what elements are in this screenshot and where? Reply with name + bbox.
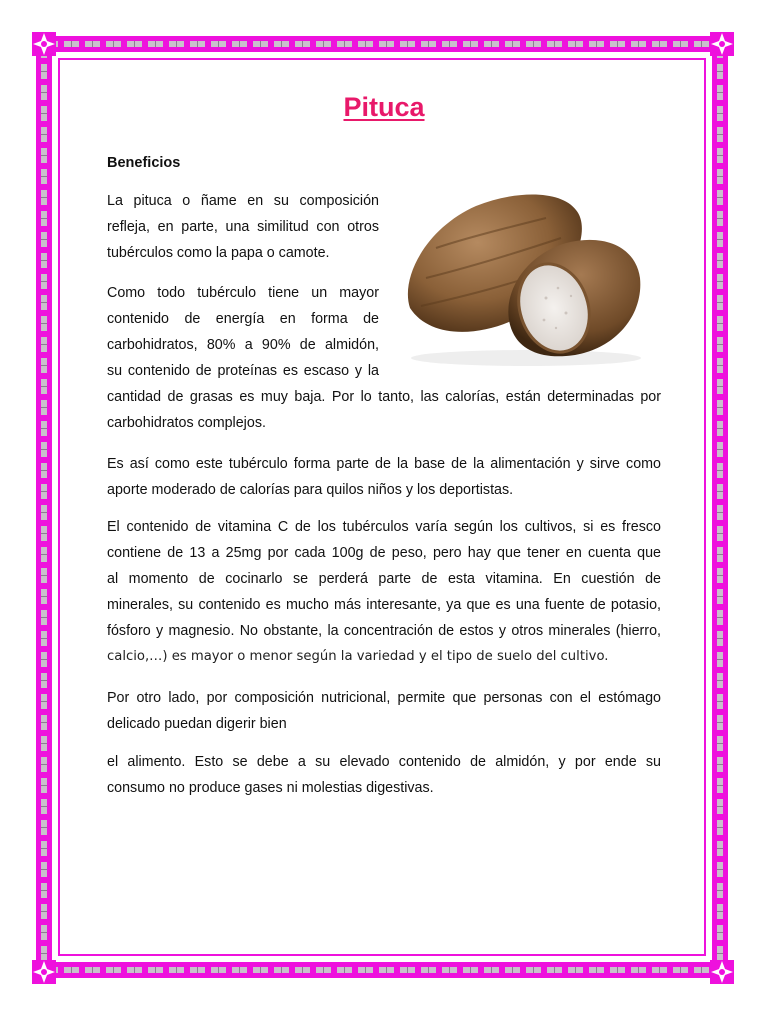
page-border-right: [712, 40, 728, 974]
text-line: delicado puedan digerir bien: [107, 716, 287, 732]
text-line: cantidad de grasas es muy baja. Por lo tanto, las calorías, están determinadas por: [107, 389, 661, 405]
text-line: refleja, en parte, una similitud con otros: [107, 219, 379, 235]
text-line: carbohidratos, 80% a 90% de almidón,: [107, 337, 379, 353]
section-heading: Beneficios: [107, 155, 181, 171]
text-line: el alimento. Esto se debe a su elevado contenido de almidón, y por ende su: [107, 754, 661, 770]
text-line: al momento de cocinarlo se perderá parte de esta vitamina. En cuestión de: [107, 571, 661, 587]
paragraph-3: [107, 451, 661, 503]
page-border-left: [36, 40, 52, 974]
star-burst-icon: [30, 958, 58, 986]
paragraph-4: [107, 514, 661, 670]
star-burst-icon: [708, 958, 736, 986]
text-line: carbohidratos complejos.: [107, 415, 266, 431]
text-line: contiene de 13 a 25mg por cada 100g de peso, pero hay que tener en cuenta que: [107, 545, 661, 561]
text-line: consumo no produce gases ni molestias digestivas.: [107, 780, 434, 796]
text-line: La pituca o ñame en su composición: [107, 193, 379, 209]
text-line: Como todo tubérculo tiene un mayor: [107, 285, 379, 301]
text-line: minerales, su contenido es mucho más interesante, ya que es una fuente de potasio,: [107, 597, 661, 613]
text-line: contenido de energía en forma de: [107, 311, 379, 327]
text-line: calcio,…) es mayor o menor según la variedad y el tipo de suelo del cultivo.: [107, 649, 609, 664]
star-burst-icon: [30, 30, 58, 58]
text-line: Es así como este tubérculo forma parte de la base de la alimentación y sirve como: [107, 456, 661, 472]
page-title: Pituca: [343, 92, 425, 122]
paragraph-1: [107, 188, 379, 266]
text-line: aporte moderado de calorías para quilos niños y los deportistas.: [107, 482, 514, 498]
page-border-top: [40, 36, 728, 52]
paragraph-5: [107, 685, 661, 737]
text-line: tubérculos como la papa o camote.: [107, 245, 330, 261]
text-line: Por otro lado, por composición nutricional, permite que personas con el estómago: [107, 690, 661, 706]
text-line: fósforo y magnesio. No obstante, la concentración de estos y otros minerales (hierro,: [107, 623, 661, 639]
page-border-bottom: [40, 962, 728, 978]
text-line: El contenido de vitamina C de los tubérculos varía según los cultivos, si es fresco: [107, 519, 661, 535]
text-line: su contenido de proteínas es escaso y la: [107, 363, 379, 379]
star-burst-icon: [708, 30, 736, 58]
pituca-tuber-photo: [396, 188, 648, 368]
paragraph-6: [107, 749, 661, 801]
